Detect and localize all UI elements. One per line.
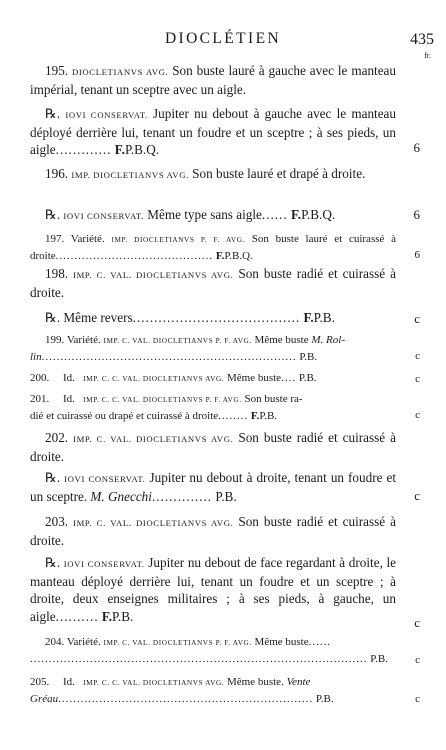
obverse-legend: IMP. C. VAL. DIOCLETIANVS P. F. AVG.	[103, 639, 252, 647]
reverse-symbol: ℞.	[45, 310, 61, 325]
catalog-entry-202-reverse: ℞. IOVI CONSERVAT. Jupiter nu debout à droite, tenant un foudre et un sceptre. M. Gnecchi.............. P.B.	[30, 470, 397, 505]
mint-mark: P.B.	[313, 310, 335, 325]
reverse-symbol: ℞.	[45, 470, 61, 485]
collection-name-cont: lin	[30, 350, 42, 363]
catalog-entry-204: 204. Variété. IMP. C. VAL. DIOCLETIANVS P. F. AVG. Même buste...... .......................................................................................... P.B.	[30, 636, 388, 665]
catalog-entry-195-reverse: ℞. IOVI CONSERVAT. Jupiter nu debout à gauche avec le manteau déployé derrière lui, tenant un foudre et un sceptre ; à ses pieds, un aigle............. F.P.B.Q.	[30, 106, 397, 158]
rarity-value: c	[415, 409, 420, 421]
catalog-entry-199: 199. Variété. IMP. C. VAL. DIOCLETIANVS P. F. AVG. Même buste M. Rol- lin.................................................................... P.B.	[30, 334, 345, 363]
obverse-description: Son buste radié et cuirassé à droite.	[30, 514, 396, 549]
obverse-description: Son buste lauré et cuirassé à droite	[30, 233, 397, 262]
obverse-legend: IMP. C. C. VAL. DIOCLETIANVS AVG.	[83, 375, 225, 383]
reverse-legend: IOVI CONSERVAT.	[65, 110, 148, 120]
rarity-value: 6	[413, 207, 420, 222]
reverse-legend: IOVI CONSERVAT.	[64, 474, 146, 484]
entry-number: 202.	[45, 430, 69, 445]
catalog-entry-196-obverse	[30, 165, 396, 184]
obverse-description: Même buste.	[226, 676, 284, 688]
collection-name-cont: Gréau	[30, 692, 59, 705]
obverse-legend: IMP. DIOCLETIANVS AVG.	[71, 170, 189, 180]
mint-mark: P.B.Q.	[224, 249, 253, 262]
obverse-legend: IMP. C. VAL. DIOCLETIANVS P. F. AVG.	[103, 337, 252, 345]
mint-prefix: F.	[101, 608, 113, 624]
collection-name: Vente	[286, 676, 311, 688]
reverse-symbol: ℞.	[45, 555, 61, 570]
reverse-symbol: ℞.	[45, 106, 61, 121]
collection-name: M. Rol-	[311, 334, 345, 346]
variety-label: Variété.	[66, 334, 101, 346]
rarity-value: 6	[414, 249, 420, 261]
entry-number: 205.	[30, 676, 50, 688]
mint-mark: P.B.	[298, 372, 317, 384]
reverse-description: Même type sans aigle	[147, 207, 262, 222]
reverse-description: Jupiter nu debout à droite, tenant un foudre et un sceptre.	[30, 470, 397, 505]
catalog-entry-196-reverse: ℞. IOVI CONSERVAT. Même type sans aigle...... F.P.B.Q.	[45, 207, 336, 222]
reverse-description: Jupiter nu debout de face regardant à droite, le manteau déployé derrière lui, tenant un foudre et un sceptre ; à droite, deux enseignes militaires ; à ses pieds, à gauche, un aigle	[30, 555, 397, 624]
obverse-legend: IMP. C. VAL. DIOCLETIANVS AVG.	[73, 270, 234, 280]
mint-mark: P.B.	[112, 608, 134, 624]
catalog-entry-195-obverse	[30, 62, 396, 98]
rarity-value: c	[415, 654, 420, 666]
variety-label: Variété.	[70, 233, 105, 245]
rarity-value: c	[415, 693, 420, 705]
variety-label: Id.	[63, 372, 75, 384]
mint-mark: P.B.	[315, 692, 334, 705]
catalog-entry-205: 205. Id. IMP. C. C. VAL. DIOCLETIANVS AVG. Même buste. Vente Gréau.................................................................... P.B.	[30, 676, 334, 705]
variety-label: Id.	[63, 393, 75, 405]
entry-number: 204.	[45, 636, 65, 648]
obverse-description: Même buste	[254, 636, 309, 648]
obverse-legend: IMP. C. C. VAL. DIOCLETIANVS P. F. AVG.	[83, 396, 242, 404]
entry-number: 197.	[45, 233, 65, 245]
reverse-description: Jupiter nu debout à gauche avec le manteau déployé derrière lui, tenant un foudre et un sceptre ; à ses pieds, un aigle	[30, 106, 397, 158]
mint-prefix: F.	[114, 142, 125, 158]
variety-label: Variété.	[66, 636, 101, 648]
rarity-value: c	[414, 488, 420, 503]
obverse-legend: IMP. C. C. VAL. DIOCLETIANVS AVG.	[83, 679, 225, 687]
entry-number: 196.	[45, 166, 69, 181]
catalog-entry-200: 200. Id. IMP. C. C. VAL. DIOCLETIANVS AVG. Même buste.... P.B.	[30, 372, 317, 384]
obverse-description: Son buste ra-	[244, 393, 303, 405]
catalog-entry-202-obverse	[30, 429, 396, 465]
variety-label: Id.	[63, 676, 75, 688]
reverse-legend: IOVI CONSERVAT.	[63, 211, 144, 221]
mint-mark: P.B.Q.	[301, 207, 336, 222]
rarity-value: c	[414, 615, 420, 630]
obverse-description: Même buste	[226, 372, 282, 384]
catalog-entry-197: 197. Variété. IMP. DIOCLETIANVS P. F. AVG. Son buste lauré et cuirassé à droite.......................................... F.P.B.Q.	[30, 233, 397, 262]
obverse-legend: IMP. C. VAL. DIOCLETIANVS AVG.	[73, 434, 234, 444]
mint-mark: P.B.	[259, 409, 278, 422]
entry-number: 203.	[45, 514, 69, 529]
obverse-legend: DIOCLETIANVS AVG.	[72, 67, 169, 77]
mint-mark: P.B.	[299, 350, 318, 363]
mint-prefix: F.	[290, 207, 302, 222]
reverse-legend: IOVI CONSERVAT.	[63, 559, 145, 569]
rarity-value: c	[415, 350, 420, 362]
obverse-legend: IMP. C. VAL. DIOCLETIANVS AVG.	[73, 518, 234, 528]
obverse-description-cont: dié et cuirassé ou drapé et cuirassé à droite	[30, 409, 219, 422]
obverse-description: Son buste radié et cuirassé à droite.	[30, 430, 396, 465]
rarity-value: c	[415, 373, 420, 385]
collection-name: M. Gnecchi	[90, 489, 152, 505]
reverse-symbol: ℞.	[45, 207, 61, 222]
page-number: 435	[410, 31, 434, 48]
entry-number: 201.	[30, 393, 50, 405]
obverse-description: Son buste lauré et drapé à droite.	[192, 166, 366, 181]
running-title: DIOCLÉTIEN	[164, 30, 282, 47]
obverse-description: Son buste lauré à gauche avec le manteau impérial, tenant un sceptre avec un aigle.	[30, 63, 397, 98]
mint-prefix: F.	[303, 310, 314, 325]
entry-number: 198.	[45, 266, 69, 281]
reverse-description: Même revers	[63, 310, 133, 325]
catalog-entry-201: 201. Id. IMP. C. C. VAL. DIOCLETIANVS P. F. AVG. Son buste ra- dié et cuirassé ou drapé et cuirassé à droite........ F.P.B.	[30, 393, 303, 422]
entry-number: 199.	[45, 334, 65, 346]
catalog-entry-198-reverse: ℞. Même revers....................................... F.P.B.	[45, 310, 335, 325]
mint-mark: P.B.	[370, 652, 388, 665]
obverse-description: Son buste radié et cuirassé à droite.	[30, 266, 396, 301]
entry-number: 195.	[45, 63, 69, 78]
obverse-description: Même buste	[254, 334, 309, 346]
mint-mark: P.B.Q.	[124, 142, 160, 158]
entry-number: 200.	[30, 372, 50, 384]
catalog-entry-203-obverse	[30, 513, 396, 549]
rarity-value: c	[414, 311, 420, 326]
obverse-legend: IMP. DIOCLETIANVS P. F. AVG.	[111, 236, 245, 244]
mint-mark: P.B.	[215, 489, 237, 505]
rarity-value: 6	[413, 140, 420, 155]
catalog-entry-203-reverse: ℞. IOVI CONSERVAT. Jupiter nu debout de face regardant à droite, le manteau déployé derrière lui, tenant un foudre et un sceptre ; à droite, deux enseignes militaires ; à ses pieds, à gauche, un aigle.......... F.P.B.	[30, 555, 397, 624]
currency-label: fr.	[424, 51, 431, 60]
mint-prefix: F.	[215, 249, 225, 262]
mint-prefix: F.	[250, 409, 260, 422]
catalog-entry-198-obverse	[30, 265, 396, 301]
